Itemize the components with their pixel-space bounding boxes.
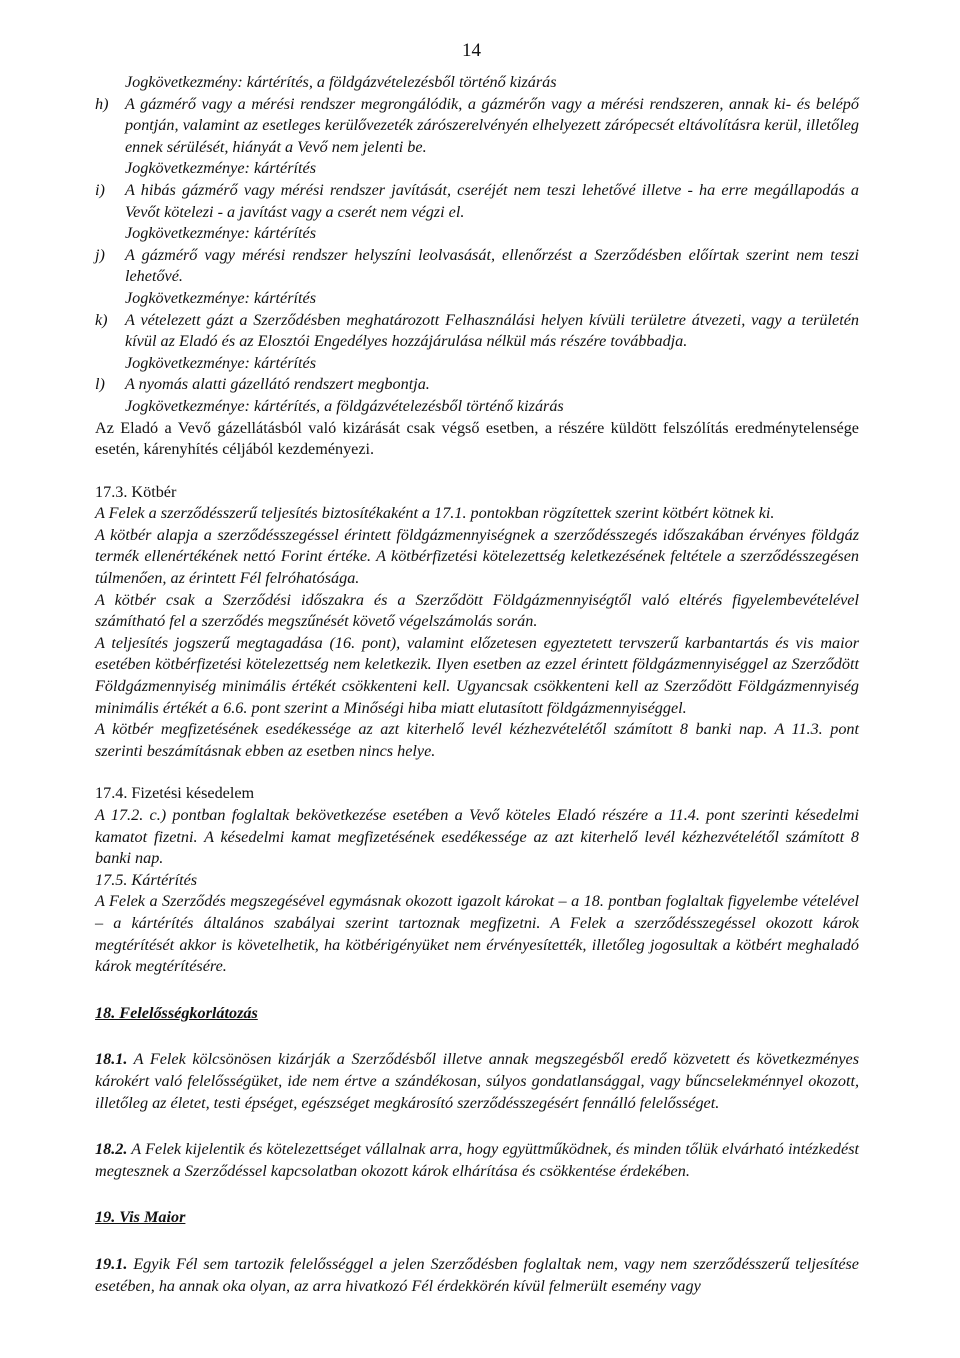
section-heading-17-3: 17.3. Kötbér	[95, 482, 177, 501]
exclusion-paragraph: Az Eladó a Vevő gázellátásból való kizárását csak végső esetben, a részére küldött felszólítás eredménytelensége esetén, kárenyhítés céljából kezdeményezi.	[95, 418, 859, 459]
page-content	[95, 72, 859, 1297]
page-number: 14	[462, 40, 481, 61]
paragraph-19-1	[95, 1254, 859, 1297]
consequence-line: Jogkövetkezmény: kártérítés, a földgázvételezésből történő kizárás	[125, 73, 557, 91]
clause-number: 19.1.	[95, 1254, 128, 1273]
list-item-j	[95, 245, 859, 288]
consequence-line: Jogkövetkezménye: kártérítés	[125, 353, 317, 372]
list-item-text: A nyomás alatti gázellátó rendszert megbontja.	[125, 375, 430, 394]
clause-text: A Felek kijelentik és kötelezettséget vállalnak arra, hogy együttműködnek, és minden tőlük elvárható intézkedést megtesznek a Szerződéssel kapcsolatban okozott károk elhárítása és csökkentése érdekében.	[95, 1140, 859, 1180]
section-title-18: 18. Felelősségkorlátozás	[95, 1003, 258, 1022]
paragraph: A 17.2. c.) pontban foglaltak bekövetkezése esetében a Vevő köteles Eladó részére a 11.4. pont szerinti késedelmi kamatot fizetni. A késedelmi kamat megfizetésének esedékessége az azt kiterhelő levél kézhezvételétől számított 8 banki nap.	[95, 806, 859, 868]
list-item-text: A hibás gázmérő vagy mérési rendszer javítását, cseréjét nem teszi lehetővé illetve - ha erre megállapodás a Vevőt kötelezi - a javítást vagy a cserét nem végzi el.	[125, 180, 859, 221]
list-marker: h)	[95, 94, 109, 113]
list-item-k	[95, 310, 859, 353]
section-title-19: 19. Vis Maior	[95, 1208, 186, 1227]
list-item-h	[95, 94, 859, 159]
list-item-text: A gázmérő vagy a mérési rendszer megrongálódik, a gázmérőn vagy a mérési rendszeren, annak ki- és belépő pontján, valamint az esetleges kerülővezeték zárószerelvényén elhelyezett zárópecsét eltávolításra kerül, illetőleg ennek sérülését, hiányát a Vevő nem jelenti be.	[125, 94, 859, 156]
paragraph: A Felek a szerződésszerű teljesítés biztosítékaként a 17.1. pontokban rögzítettek szerint kötbért kötnek ki.	[95, 504, 775, 523]
paragraph: A Felek a Szerződés megszegésével egymásnak okozott igazolt károkat – a 18. pontban foglaltak figyelembe vételével – a kártérítés általános szabályai szerint tartoznak megfizetni. A Felek a szerződésszegéssel okozott károk megtérítését akkor is követelhetik, ha kötbérigényüket nem érvényesítették, illetőleg jogosultak a kötbért meghaladó károk megtérítésére.	[95, 892, 859, 976]
clause-text: Egyik Fél sem tartozik felelősséggel a jelen Szerződésben foglaltak nem, vagy nem szerződésszerű teljesítése esetében, ha annak oka olyan, az arra hivatkozó Fél érdekkörén kívül felmerült esemény vagy	[95, 1254, 859, 1295]
list-item-l	[95, 374, 859, 396]
list-item-i	[95, 180, 859, 223]
section-heading-17-5: 17.5. Kártérítés	[95, 870, 198, 889]
list-item-text: A vételezett gázt a Szerződésben meghatározott Felhasználási helyen kívüli területre átvezeti, vagy a területén kívül az Eladó és az Elosztói Engedélyes hozzájárulása nélkül más részére továbbadja.	[125, 310, 859, 351]
section-heading-17-4: 17.4. Fizetési késedelem	[95, 784, 255, 803]
list-marker: j)	[95, 245, 105, 264]
consequence-line: Jogkövetkezménye: kártérítés	[125, 288, 317, 307]
list-item-text: A gázmérő vagy mérési rendszer helyszíni leolvasását, ellenőrzést a Szerződésben előírtak szerint nem teszi lehetővé.	[125, 245, 859, 286]
consequence-line: Jogkövetkezménye: kártérítés, a földgázvételezésből történő kizárás	[125, 396, 564, 415]
paragraph: A kötbér megfizetésének esedékessége az azt kiterhelő levél kézhezvételétől számított 8 banki nap. A 11.3. pont szerinti beszámításnak ebben az esetben nincs helye.	[95, 720, 859, 760]
consequence-line: Jogkövetkezménye: kártérítés	[125, 159, 317, 178]
list-marker: k)	[95, 310, 108, 329]
clause-text: A Felek kölcsönösen kizárják a Szerződésből illetve annak megszegésből eredő közvetett és következményes károkért való felelősségüket, ide nem értve a szándékosan, súlyos gondatlansággal, vagy bűncselekménnyel okozott, illetőleg az életet, testi épséget, egészséget megkárosító szerződésszegésért fennálló felelősséget.	[95, 1050, 859, 1112]
list-marker: l)	[95, 375, 105, 394]
paragraph: A kötbér alapja a szerződésszegéssel érintett földgázmennyiségnek a szerződésszegés időszakában érvényes földgáz termék ellenértékének nettó Forint értéke. A kötbérfizetési kötelezettség keletkezésének feltétele a szerződésszegésen túlmenően, az érintett Fél felróhatósága.	[95, 525, 859, 588]
paragraph-18-2	[95, 1139, 859, 1182]
paragraph-18-1	[95, 1049, 859, 1114]
clause-number: 18.1.	[95, 1050, 128, 1069]
list-marker: i)	[95, 180, 105, 199]
paragraph: A kötbér csak a Szerződési időszakra és a Szerződött Földgázmennyiségtől való eltérés figyelembevételével számítható fel a szerződés megszűnését követő végelszámolás során.	[95, 590, 859, 631]
paragraph: A teljesítés jogszerű megtagadása (16. pont), valamint előzetesen egyeztetett tervszerű karbantartás és vis maior esetében kötbérfizetési kötelezettség nem keletkezik. Ilyen esetben az ezzel érintett földgázmennyiséggel az Szerződött Földgázmennyiség minimális értékét csökkenteni kell. Ugyancsak csökkenteni kell az Szerződött Földgázmennyiség minimális értékét a 6.6. pont szerint a Minőségi hiba miatt elutasított földgázmennyiséggel.	[95, 633, 859, 717]
clause-number: 18.2.	[95, 1140, 128, 1159]
consequence-line: Jogkövetkezménye: kártérítés	[125, 224, 317, 243]
